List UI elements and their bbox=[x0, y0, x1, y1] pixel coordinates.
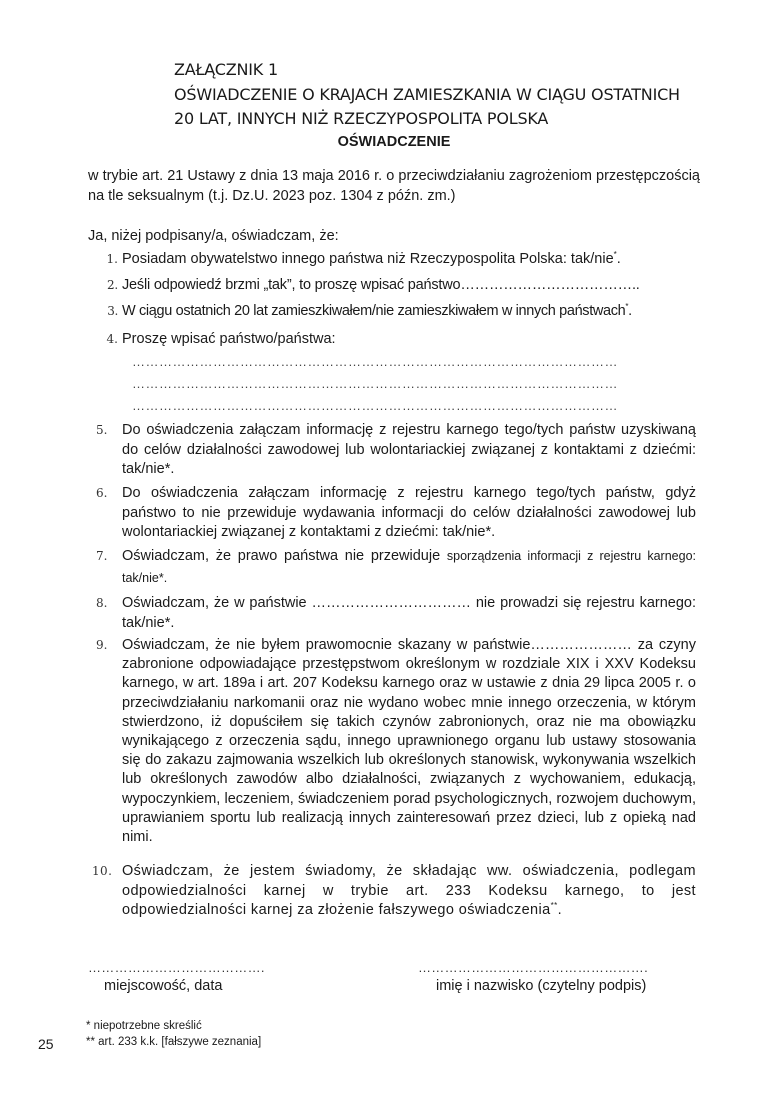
item-number: 2. bbox=[106, 278, 118, 292]
item-text: Oświadczam, że nie byłem prawomocnie skazany w państwie………………… za czyny zabronione odpowiadające przestępstwom określonym w rozdziale XIX i XXV Kodeksu karnego, w art. 189a i art. 207 Kodeksu karnego oraz w ustawie z dnia 29 lipca 2005 r. o przeciwdziałaniu narkomanii oraz nie wydano wobec mnie innego orzeczenia, w którym stwierdzono, iż dopuściłem się takich czynów zabronionych, oraz nie ma obowiązku wynikającego z orzeczenia sądu, innego uprawnionego organu lub ustawy stosowania się do zakazu zajmowania wszelkich lub określonych stanowisk, wykonywania wszelkich lub określonych zawodów albo działalności, związanych z wychowaniem, edukacją, wypoczynkiem, leczeniem, świadczeniem porad psychologicznych, rozwojem duchowym, uprawianiem sportu lub realizacją innych zainteresowań przez dzieci, lub z opieką nad nimi. bbox=[122, 637, 696, 846]
footnote-mark: * bbox=[613, 250, 617, 260]
item-number: 4. bbox=[106, 332, 118, 346]
footnote: * niepotrzebne skreślić bbox=[86, 1020, 202, 1032]
list-item bbox=[96, 636, 696, 847]
item-text: Do oświadczenia załączam informację z rejestru karnego tego/tych państw uzyskiwaną do celów działalności zawodowej lub wolontariackiej związanej z kontaktami z dziećmi: tak/nie*. bbox=[122, 422, 696, 477]
item-text: Oświadczam, że jestem świadomy, że składając ww. oświadczenia, podlegam odpowiedzialności karnej w trybie art. 233 Kodeksu karnego, to jest odpowiedzialności karnej za złożenie fałszywego oświadczenia bbox=[122, 863, 696, 918]
country-entry-line[interactable]: ……………………………………………………………………………………………… bbox=[132, 354, 618, 369]
item-text: W ciągu ostatnich 20 lat zamieszkiwałem/nie zamieszkiwałem w innych państwach bbox=[122, 303, 626, 319]
list-item bbox=[96, 421, 696, 480]
place-date-field[interactable]: …………………………………. bbox=[88, 960, 265, 975]
list-item bbox=[106, 276, 696, 296]
list-item bbox=[106, 330, 696, 350]
list-item bbox=[96, 545, 696, 589]
list-item bbox=[96, 484, 696, 543]
page-number: 25 bbox=[38, 1036, 54, 1052]
heading-line-3: 20 LAT, INNYCH NIŻ RZECZYPOSPOLITA POLSKA bbox=[174, 109, 549, 128]
item-number: 6. bbox=[96, 486, 108, 500]
footnote-mark: ** bbox=[550, 901, 558, 911]
list-item: 10. Oświadczam, że jestem świadomy, że składając ww. oświadczenia, podlegam odpowiedzialności karnej w trybie art. 233 Kodeksu karnego, to jest odpowiedzialności karnej za złożenie fałszywego oświadczenia**. bbox=[92, 863, 696, 918]
signature-field[interactable]: ……………………………………………. bbox=[418, 960, 649, 975]
item-number: 3. bbox=[107, 304, 118, 318]
footnote: ** art. 233 k.k. [fałszywe zeznania] bbox=[86, 1036, 262, 1048]
list-item: 3. W ciągu ostatnich 20 lat zamieszkiwałem/nie zamieszkiwałem w innych państwach*. bbox=[122, 302, 696, 322]
item-text: Do oświadczenia załączam informację z rejestru karnego tego/tych państw, gdyż państwo to nie przewiduje wydawania informacji do celów działalności zawodowej lub wolontariackiej związanej z kontaktami z dziećmi: tak/nie*. bbox=[122, 485, 696, 540]
place-date-label: miejscowość, data bbox=[104, 978, 223, 994]
heading-line-2: OŚWIADCZENIE O KRAJACH ZAMIESZKANIA W CIĄGU OSTATNICH bbox=[174, 84, 680, 104]
signature-label: imię i nazwisko (czytelny podpis) bbox=[436, 978, 647, 994]
list-item bbox=[96, 594, 696, 633]
item-text-continued: sporządzenia informacji z rejestru karnego: tak/nie*. bbox=[122, 549, 696, 585]
item-text: Oświadczam, że w państwie …………………………… nie prowadzi się rejestru karnego: tak/nie*. bbox=[122, 595, 696, 631]
item-text: Posiadam obywatelstwo innego państwa niż Rzeczypospolita Polska: tak/nie bbox=[122, 251, 614, 267]
country-entry-line[interactable]: ……………………………………………………………………………………………… bbox=[132, 398, 618, 413]
item-number: 7. bbox=[96, 549, 108, 563]
legal-basis: w trybie art. 21 Ustawy z dnia 13 maja 2016 r. o przeciwdziałaniu zagrożeniom przestępczością na tle seksualnym (t.j. Dz.U. 2023 poz. 1304 z późn. zm.) bbox=[88, 168, 700, 204]
list-item: 1. Posiadam obywatelstwo innego państwa niż Rzeczypospolita Polska: tak/nie*. bbox=[122, 250, 696, 270]
item-number: 10. bbox=[92, 864, 113, 878]
item-number: 8. bbox=[96, 596, 108, 610]
heading-line-1: ZAŁĄCZNIK 1 bbox=[174, 60, 278, 79]
item-text: Oświadczam, że prawo państwa nie przewiduje bbox=[122, 548, 441, 564]
item-number: 5. bbox=[96, 423, 108, 437]
item-text: Proszę wpisać państwo/państwa: bbox=[122, 331, 336, 347]
country-entry-line[interactable]: ……………………………………………………………………………………………… bbox=[132, 376, 618, 391]
intro-statement: Ja, niżej podpisany/a, oświadczam, że: bbox=[88, 228, 339, 244]
item-number: 1. bbox=[106, 252, 118, 266]
item-number: 9. bbox=[96, 638, 108, 652]
item-text: Jeśli odpowiedź brzmi „tak”, to proszę wpisać państwo……………………………….. bbox=[122, 277, 640, 293]
document-heading bbox=[174, 58, 734, 132]
document-subtitle: OŚWIADCZENIE bbox=[337, 134, 451, 150]
footnote-mark: * bbox=[625, 302, 629, 312]
